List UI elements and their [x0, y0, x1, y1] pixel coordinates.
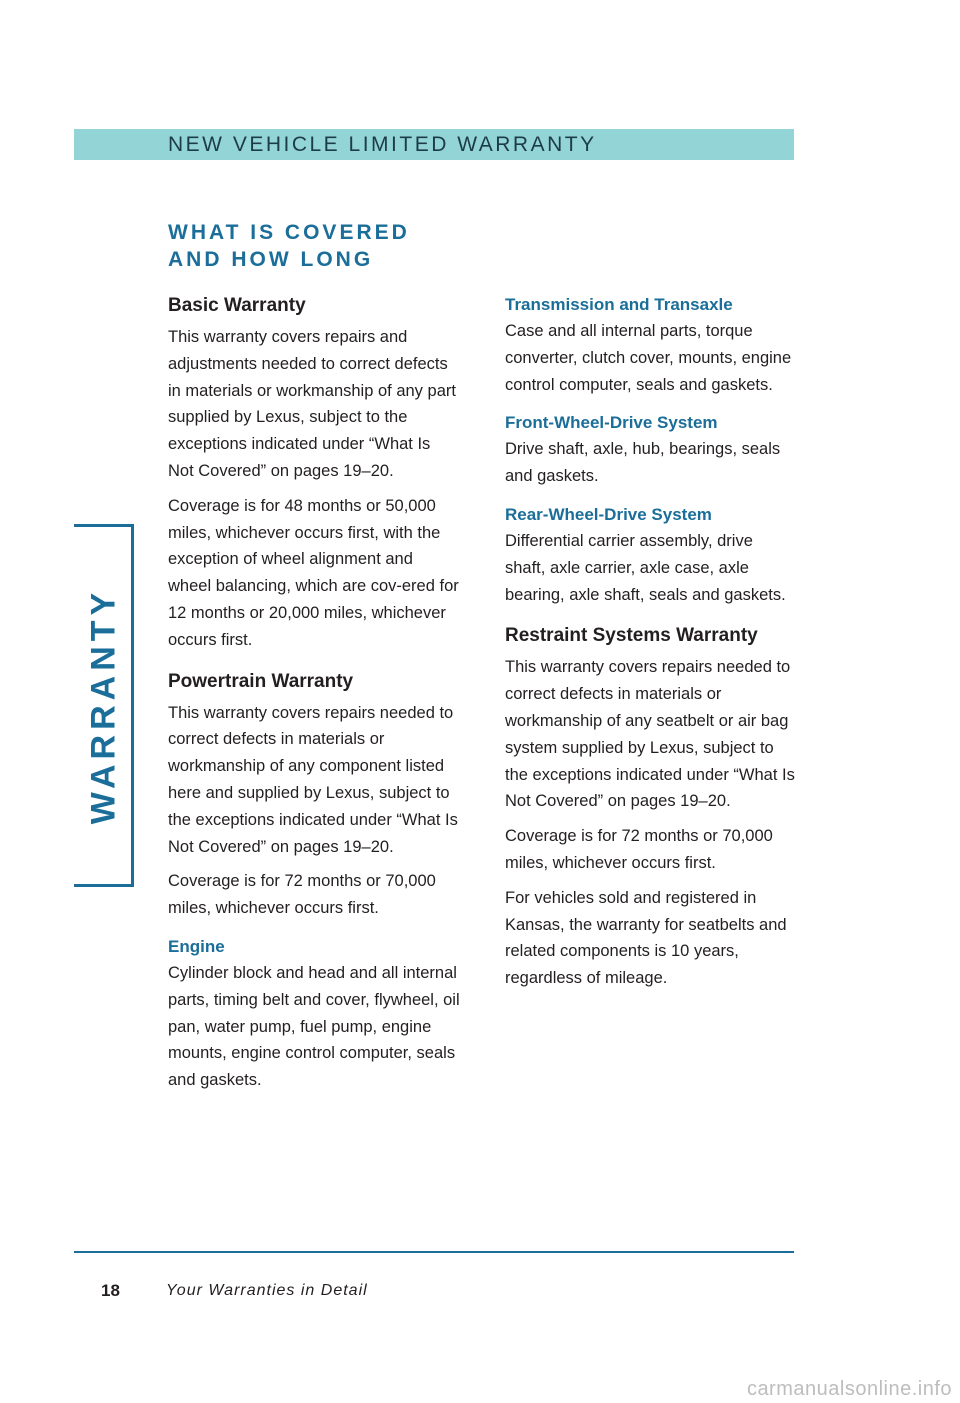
engine-heading: Engine — [168, 936, 225, 956]
left-column — [168, 292, 460, 1102]
basic-warranty-heading: Basic Warranty — [168, 295, 306, 316]
header-bar — [74, 129, 794, 160]
powertrain-warranty-section — [168, 668, 460, 922]
footer-section-title: Your Warranties in Detail — [166, 1282, 368, 1299]
restraint-warranty-kansas-note: For vehicles sold and registered in Kansas, the warranty for seatbelts and related components is 10 years, regardless of mileage. — [505, 888, 787, 988]
footer-rule — [74, 1251, 794, 1253]
rwd-components: Differential carrier assembly, drive shaft, axle carrier, axle case, axle bearing, axle shaft, seals and gaskets. — [505, 531, 786, 604]
transmission-heading: Transmission and Transaxle — [505, 295, 733, 314]
restraint-warranty-section — [505, 622, 797, 992]
basic-warranty-description: This warranty covers repairs and adjustments needed to correct defects in materials or workmanship of any part supplied by Lexus, subject to the exceptions indicated under “What Is Not Covered” on pages 19–20. — [168, 328, 456, 480]
powertrain-warranty-description: This warranty covers repairs needed to correct defects in materials or workmanship of any component listed here and supplied by Lexus, subject to the exceptions indicated under “What Is Not Covered” on pages 19–20. — [168, 703, 458, 856]
restraint-warranty-coverage: Coverage is for 72 months or 70,000 miles, whichever occurs first. — [505, 827, 773, 872]
restraint-warranty-description: This warranty covers repairs needed to correct defects in materials or workmanship of any seatbelt or air bag system supplied by Lexus, subject to the exceptions indicated under “What Is Not Covered” on pages 19–20. — [505, 658, 795, 811]
section-title — [168, 219, 410, 273]
engine-components: Cylinder block and head and all internal parts, timing belt and cover, flywheel, oil pan, water pump, fuel pump, engine mounts, engine control computer, seals and gaskets. — [168, 963, 460, 1090]
transmission-section — [505, 292, 797, 398]
watermark: carmanualsonline.info — [746, 1378, 952, 1400]
basic-warranty-section — [168, 292, 460, 654]
fwd-components: Drive shaft, axle, hub, bearings, seals and gaskets. — [505, 440, 781, 486]
section-title-line2: AND HOW LONG — [168, 248, 374, 271]
section-title-line1: WHAT IS COVERED — [168, 221, 410, 244]
powertrain-warranty-heading: Powertrain Warranty — [168, 670, 354, 692]
page-number: 18 — [101, 1281, 120, 1300]
transmission-components: Case and all internal parts, torque converter, clutch cover, mounts, engine control computer, seals and gaskets. — [505, 322, 792, 394]
fwd-heading: Front-Wheel-Drive System — [505, 413, 718, 433]
powertrain-warranty-coverage: Coverage is for 72 months or 70,000 miles, whichever occurs first. — [168, 872, 436, 918]
side-tab-label: WARRANTY — [84, 587, 123, 825]
rwd-section — [505, 502, 797, 608]
basic-warranty-coverage: Coverage is for 48 months or 50,000 miles, whichever occurs first, with the exception of wheel alignment and wheel balancing, which are cov-ered for 12 months or 20,000 miles, whichever occurs first. — [168, 496, 459, 649]
right-column — [505, 292, 797, 1000]
engine-section — [168, 934, 460, 1094]
page-header-title: NEW VEHICLE LIMITED WARRANTY — [168, 133, 597, 156]
rwd-heading: Rear-Wheel-Drive System — [505, 504, 712, 524]
fwd-section — [505, 410, 797, 490]
restraint-warranty-heading: Restraint Systems Warranty — [505, 625, 758, 647]
